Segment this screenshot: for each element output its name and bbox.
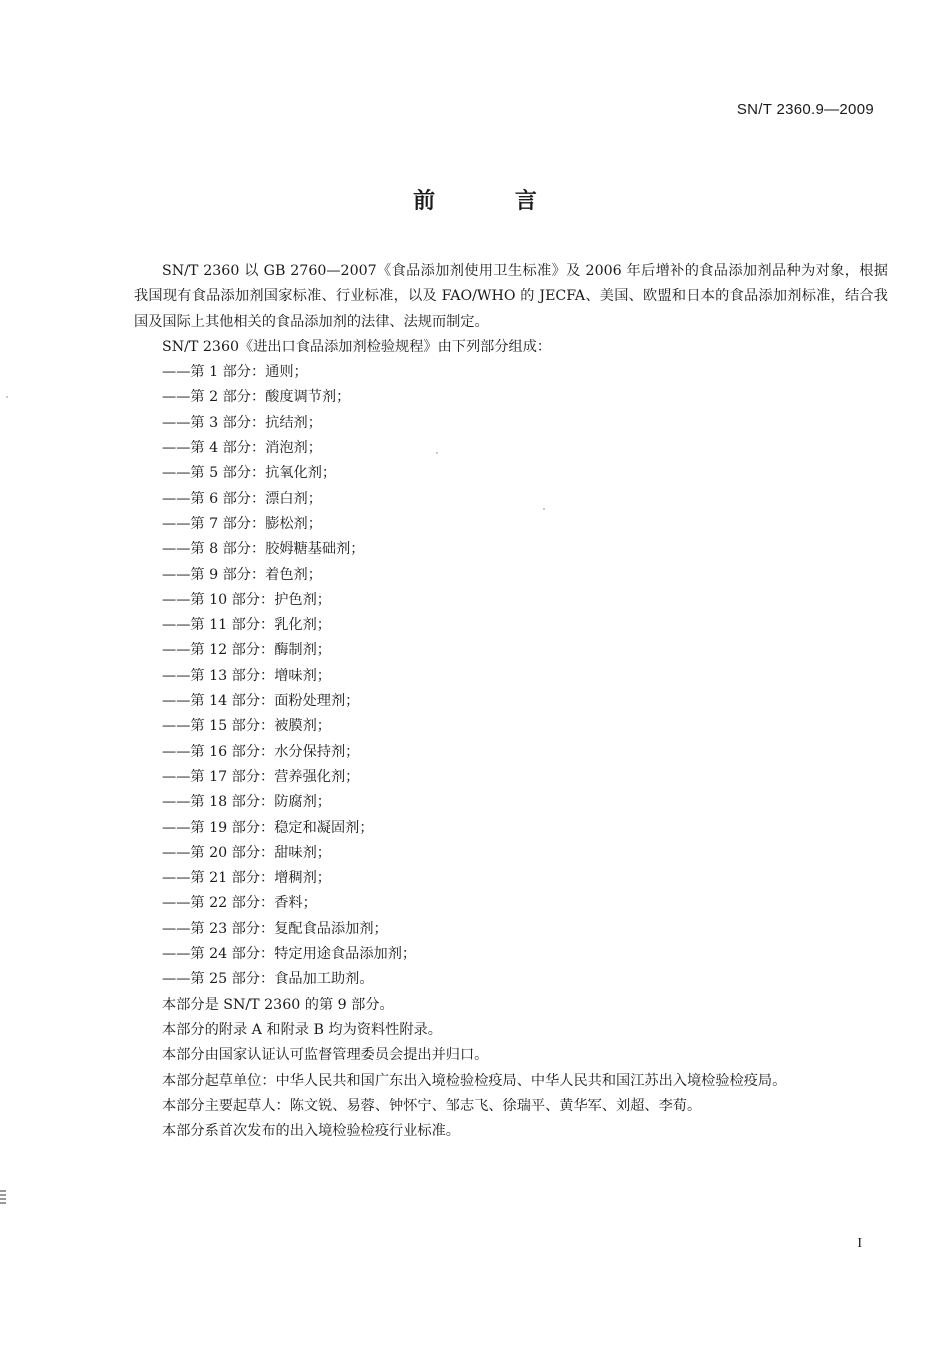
proposer-statement: 本部分由国家认证认可监督管理委员会提出并归口。 [162, 1047, 489, 1064]
list-item: ——第 2 部分：酸度调节剂； [162, 389, 351, 406]
list-item: ——第 15 部分：被膜剂； [162, 718, 331, 735]
page-title: 前 言 [413, 189, 573, 214]
list-item: ——第 18 部分：防腐剂； [162, 794, 331, 811]
drafters: 本部分主要起草人：陈文锐、易蓉、钟怀宁、邹志飞、徐瑞平、黄华军、刘超、李荀。 [162, 1097, 702, 1114]
list-item: ——第 8 部分：胶姆糖基础剂； [162, 541, 365, 558]
list-item: ——第 17 部分：营养强化剂； [162, 768, 360, 785]
part-number-statement: 本部分是 SN/T 2360 的第 9 部分。 [162, 996, 394, 1013]
first-release-statement: 本部分系首次发布的出入境检验检疫行业标准。 [162, 1123, 460, 1140]
appendix-statement: 本部分的附录 A 和附录 B 均为资料性附录。 [162, 1021, 442, 1038]
scan-speck [6, 396, 8, 398]
list-item: ——第 23 部分：复配食品添加剂； [162, 920, 388, 937]
list-item: ——第 16 部分：水分保持剂； [162, 743, 360, 760]
list-item: ——第 21 部分：增稠剂； [162, 870, 331, 887]
list-item: ——第 14 部分：面粉处理剂； [162, 693, 360, 710]
intro-paragraph: SN/T 2360 以 GB 2760—2007《食品添加剂使用卫生标准》及 2006 年后增补的食品添加剂品种为对象，根据我国现有食品添加剂国家标准、行业标准，以及 FAO/WHO 的 JECFA、美国、欧盟和日本的食品添加剂标准，结合我国及国际上其他相关的食品添加剂的法律、法规而制定。 [134, 263, 888, 330]
document-body [134, 259, 888, 1144]
list-item: ——第 12 部分：酶制剂； [162, 642, 331, 659]
drafting-units: 本部分起草单位：中华人民共和国广东出入境检验检疫局、中华人民共和国江苏出入境检验检疫局。 [162, 1072, 787, 1089]
list-item: ——第 9 部分：着色剂； [162, 566, 322, 583]
list-item: ——第 20 部分：甜味剂； [162, 844, 331, 861]
standard-code: SN/T 2360.9—2009 [736, 101, 874, 118]
composition-paragraph: SN/T 2360《进出口食品添加剂检验规程》由下列部分组成： [162, 338, 552, 355]
scan-artifact [0, 1190, 6, 1204]
list-item: ——第 22 部分：香料； [162, 895, 317, 912]
list-item: ——第 24 部分：特定用途食品添加剂； [162, 946, 417, 963]
list-item: ——第 3 部分：抗结剂； [162, 414, 322, 431]
scan-speck [436, 452, 438, 454]
page-number: I [857, 1236, 862, 1251]
list-item: ——第 4 部分：消泡剂； [162, 440, 322, 457]
list-item: ——第 11 部分：乳化剂； [162, 617, 331, 634]
list-item: ——第 25 部分：食品加工助剂。 [162, 971, 374, 988]
list-item: ——第 5 部分：抗氧化剂； [162, 465, 337, 482]
list-item: ——第 10 部分：护色剂； [162, 591, 331, 608]
list-item: ——第 7 部分：膨松剂； [162, 515, 322, 532]
list-item: ——第 1 部分：通则； [162, 364, 308, 381]
list-item: ——第 19 部分：稳定和凝固剂； [162, 819, 374, 836]
scan-speck [543, 508, 545, 510]
list-item: ——第 13 部分：增味剂； [162, 667, 331, 684]
list-item: ——第 6 部分：漂白剂； [162, 490, 322, 507]
parts-list [134, 360, 888, 992]
